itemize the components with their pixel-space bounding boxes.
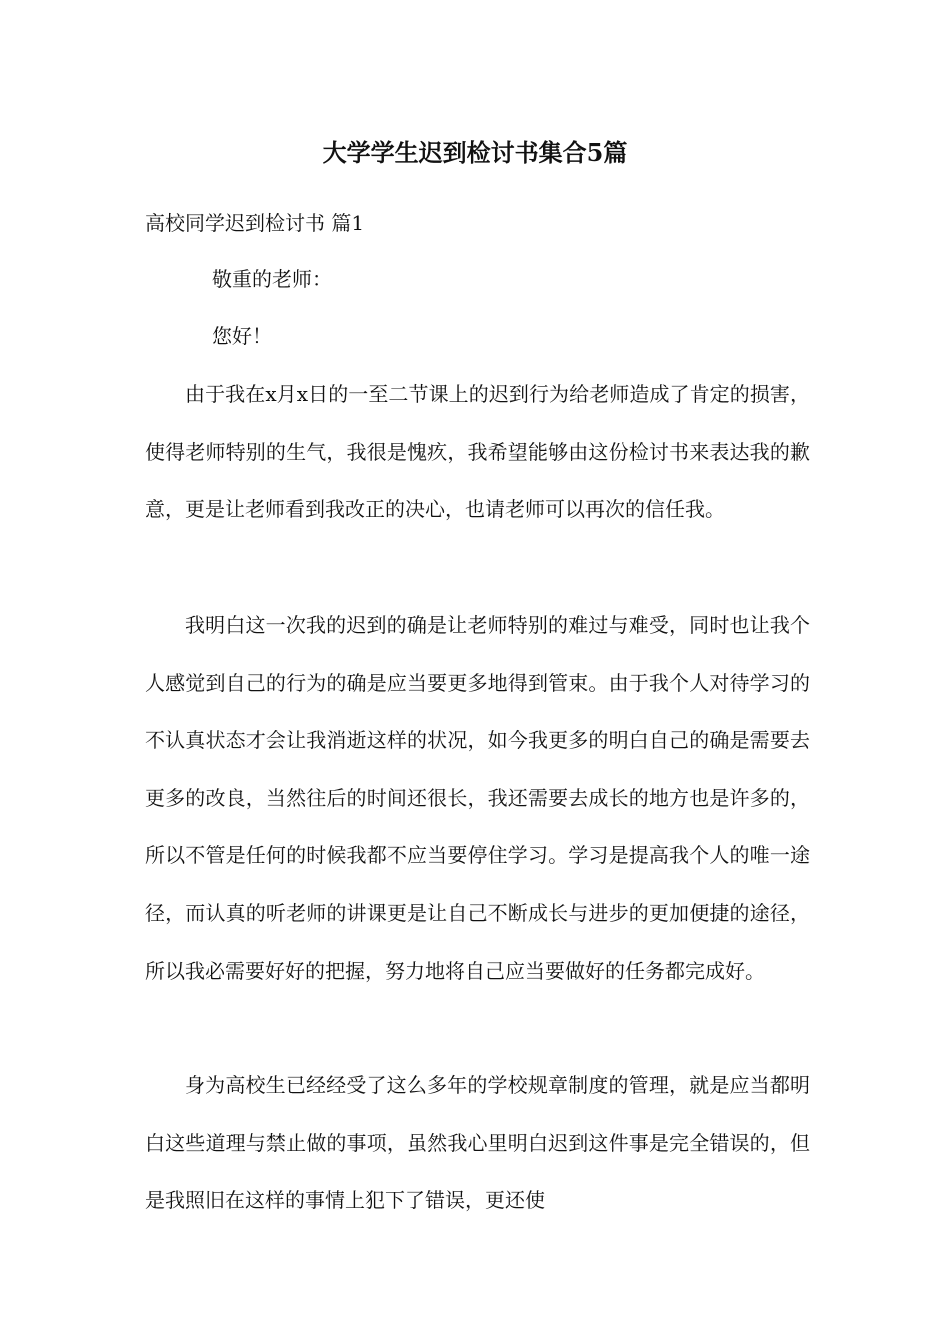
- body-paragraph-3: 身为高校生已经经受了这么多年的学校规章制度的管理，就是应当都明白这些道理与禁止做的事项，虽然我心里明白迟到这件事是完全错误的，但是我照旧在这样的事情上犯下了错误，更还使: [145, 1073, 810, 1213]
- body-paragraph-1: 由于我在x月x日的一至二节课上的迟到行为给老师造成了肯定的损害，使得老师特别的生气，我很是愧疚，我希望能够由这份检讨书来表达我的歉意，更是让老师看到我改正的决心，也请老师可以再次的信任我。: [145, 382, 810, 522]
- body-paragraph-2: 我明白这一次我的迟到的确是让老师特别的难过与难受，同时也让我个人感觉到自己的行为的确是应当要更多地得到管束。由于我个人对待学习的不认真状态才会让我消逝这样的状况，如今我更多的明白自己的确是需要去更多的改良，当然往后的时间还很长，我还需要去成长的地方也是许多的，所以不管是任何的时候我都不应当要停住学习。学习是提高我个人的唯一途径，而认真的听老师的讲课更是让自己不断成长与进步的更加便捷的途径，所以我必需要好好的把握，努力地将自己应当要做好的任务都完成好。: [145, 613, 810, 983]
- section-heading: 高校同学迟到检讨书 篇1: [145, 211, 365, 235]
- document-title: 大学学生迟到检讨书集合5篇: [322, 138, 628, 167]
- greeting: 您好！: [212, 324, 272, 348]
- salutation: 敬重的老师：: [212, 267, 332, 291]
